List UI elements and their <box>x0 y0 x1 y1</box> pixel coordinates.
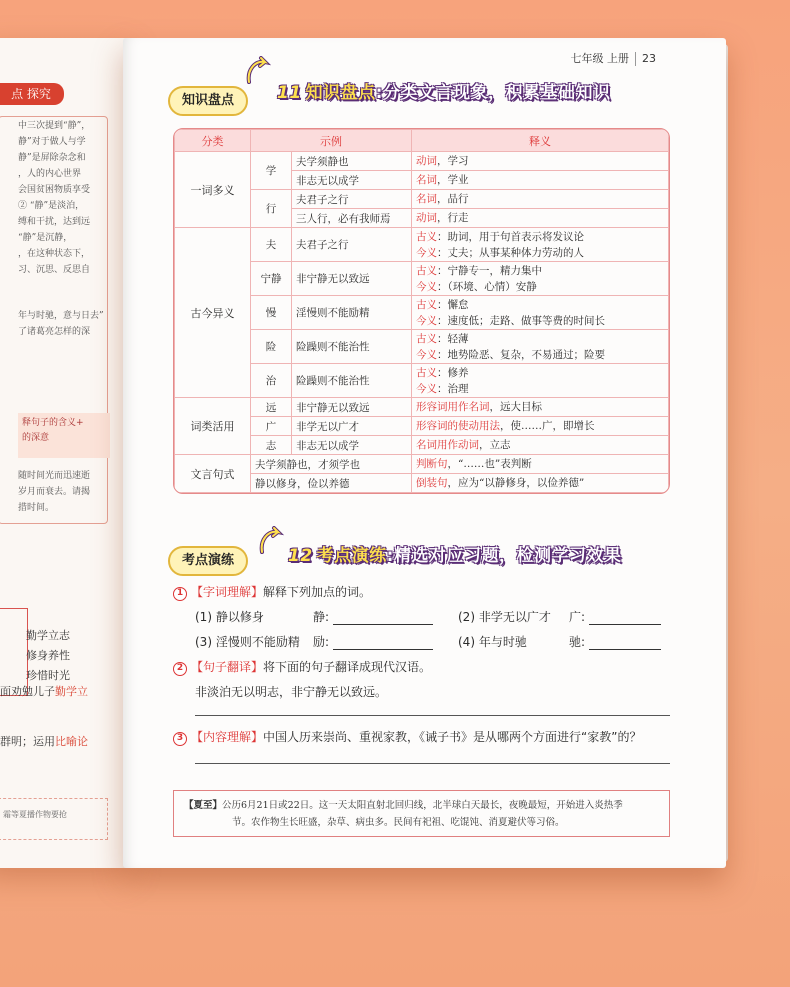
right-page <box>123 38 726 868</box>
example-cell: 非志无以成学 <box>292 436 412 455</box>
section12-title <box>288 541 621 566</box>
q1-item-2-answer[interactable] <box>569 608 661 625</box>
section12-pill: 考点演练 <box>168 546 248 576</box>
meaning-text: ：助词，用于句首表示将发议论 <box>437 230 584 243</box>
meaning-cell <box>412 152 669 171</box>
left-bottom-line-1 <box>0 683 88 699</box>
left-line: 岁月而衰去。请揭 <box>18 487 91 497</box>
left-text-lines <box>18 118 128 340</box>
question-3 <box>173 728 641 746</box>
page-number: 23 <box>642 52 656 65</box>
line-red: 比喻论 <box>55 735 88 748</box>
meaning-text: ：宁静专一，精力集中 <box>437 264 542 277</box>
meaning-label: 古义 <box>416 230 437 243</box>
category-cell: 一词多义 <box>175 152 251 228</box>
meaning-text: ：地势险恶、复杂，不易通过；险要 <box>437 348 605 361</box>
mind-item: 修身养性 <box>26 649 70 662</box>
meaning-label: 形容词的使动用法 <box>416 420 500 432</box>
category-cell: 文言句式 <box>175 455 251 493</box>
question-text: 中国人历来崇尚、重视家教，《诫子书》是从哪两个方面进行“家教”的？ <box>263 730 642 744</box>
meaning-line <box>416 381 664 397</box>
meaning-text: ，使……广，即增长 <box>500 420 595 432</box>
example-cell: 非宁静无以致远 <box>292 262 412 296</box>
meaning-text: ，应为“以静修身，以俭养德” <box>447 477 585 489</box>
question-tag: 【字词理解】 <box>191 585 264 599</box>
q1-item-3-answer[interactable] <box>313 633 433 650</box>
meaning-text: ：速度低；走路、做事等费的时间长 <box>437 314 605 327</box>
col-header-example: 示例 <box>251 130 412 152</box>
meaning-line <box>416 279 664 295</box>
meaning-line <box>416 297 664 313</box>
meaning-cell <box>412 436 669 455</box>
meaning-line <box>416 456 664 472</box>
meaning-line <box>416 313 664 329</box>
question-text: 将下面的句子翻译成现代汉语。 <box>263 660 432 674</box>
section-title-rest: :精选对应习题，检测学习效果 <box>386 546 622 566</box>
meaning-cell <box>412 228 669 262</box>
q1-item-2 <box>458 608 551 625</box>
meaning-label: 形容词用作名词 <box>416 401 490 413</box>
meaning-label: 今义 <box>416 280 437 293</box>
q1-item-1-answer[interactable] <box>313 608 433 625</box>
char-cell: 远 <box>251 398 292 417</box>
meaning-text: ，学习 <box>437 155 469 167</box>
question-1 <box>173 583 371 601</box>
example-cell: 险躁则不能治性 <box>292 330 412 364</box>
meaning-line <box>416 191 664 207</box>
meaning-text: ，品行 <box>437 193 469 205</box>
char-cell: 夫 <box>251 228 292 262</box>
left-line: “静”是沉静， <box>18 233 73 243</box>
q-item-label: (2) 非学无以广才 <box>458 610 551 624</box>
meaning-line <box>416 331 664 347</box>
section11-title <box>277 78 610 103</box>
mind-item: 珍惜时光 <box>26 669 70 682</box>
question-text: 解释下列加点的词。 <box>263 585 372 599</box>
question-number-icon: 2 <box>173 662 187 676</box>
meaning-label: 名词 <box>416 193 437 205</box>
question-tag: 【内容理解】 <box>191 730 264 744</box>
meaning-label: 倒装句 <box>416 477 448 489</box>
meaning-line <box>416 245 664 261</box>
example-cell: 夫学须静也 <box>292 152 412 171</box>
example-cell: 险躁则不能治性 <box>292 364 412 398</box>
left-line: 会国贫困物质享受 <box>18 185 91 195</box>
line-plain: 面劝勉儿子 <box>0 685 55 698</box>
meaning-text: ，立志 <box>479 439 511 451</box>
example-cell: 淫慢则不能励精 <box>292 296 412 330</box>
table-row <box>175 398 669 417</box>
meaning-label: 今义 <box>416 246 437 259</box>
example-cell: 非学无以广才 <box>292 417 412 436</box>
page-header <box>571 50 657 66</box>
answer-blank[interactable] <box>333 611 433 625</box>
meaning-text: ，行走 <box>437 212 469 224</box>
meaning-line <box>416 475 664 491</box>
table-row <box>175 455 669 474</box>
left-bottom-line-2 <box>0 733 88 749</box>
meaning-label: 今义 <box>416 348 437 361</box>
left-text-lines-2 <box>18 468 128 516</box>
meaning-text: ：（环境、心情）安静 <box>437 280 537 293</box>
mind-item: 勤学立志 <box>26 629 70 642</box>
q1-item-4 <box>458 633 527 650</box>
example-cell: 三人行，必有我师焉 <box>292 209 412 228</box>
q1-item-1 <box>195 608 264 625</box>
meaning-cell <box>412 398 669 417</box>
char-cell: 行 <box>251 190 292 228</box>
meaning-line <box>416 365 664 381</box>
q-item-label: (4) 年与时驰 <box>458 635 527 649</box>
char-cell: 治 <box>251 364 292 398</box>
left-page <box>0 38 130 868</box>
answer-blank[interactable] <box>589 611 661 625</box>
left-note <box>18 413 110 458</box>
char-cell: 学 <box>251 152 292 190</box>
section-title-highlight: 考点演练 <box>316 546 387 566</box>
knowledge-table <box>173 128 670 494</box>
section-title-rest: :分类文言现象，积累基础知识 <box>375 83 611 103</box>
q-item-word: 静: <box>313 610 330 624</box>
meaning-line <box>416 172 664 188</box>
meaning-line <box>416 153 664 169</box>
question-number-icon: 3 <box>173 732 187 746</box>
answer-blank[interactable] <box>333 636 433 650</box>
question-number-icon: 1 <box>173 587 187 601</box>
left-line: 静”对于做人与学 <box>18 137 86 147</box>
left-line: ，人的内心世界 <box>18 169 82 179</box>
meaning-cell <box>412 190 669 209</box>
footer-line: 节。农作物生长旺盛，杂草、病虫多。民间有祀祖、吃馄饨、消夏避伏等习俗。 <box>232 817 565 828</box>
meaning-text: ：修养 <box>437 366 469 379</box>
meaning-cell <box>412 171 669 190</box>
char-cell: 宁静 <box>251 262 292 296</box>
footer-line: 公历6月21日或22日。这一天太阳直射北回归线，北半球白天最长，夜晚最短，开始进入炎热季 <box>222 800 623 811</box>
meaning-line <box>416 210 664 226</box>
meaning-line <box>416 437 664 453</box>
meaning-cell <box>412 417 669 436</box>
meaning-text: ：懈怠 <box>437 298 469 311</box>
meaning-cell <box>412 262 669 296</box>
meaning-label: 名词用作动词 <box>416 439 479 451</box>
meaning-text: ：丈夫；从事某种体力劳动的人 <box>437 246 584 259</box>
col-header-meaning: 释义 <box>412 130 669 152</box>
q2-sentence: 非淡泊无以明志，非宁静无以致远。 <box>195 685 388 699</box>
table-row <box>175 228 669 262</box>
meaning-cell <box>412 330 669 364</box>
meaning-label: 名词 <box>416 174 437 186</box>
example-cell: 非宁静无以致远 <box>292 398 412 417</box>
col-header-category: 分类 <box>175 130 251 152</box>
left-line: 中三次提到“静”， <box>18 121 91 131</box>
meaning-text: ：轻薄 <box>437 332 469 345</box>
meaning-label: 古义 <box>416 332 437 345</box>
footer-label: 【夏至】 <box>184 800 223 811</box>
meaning-cell <box>412 296 669 330</box>
left-note-line: 的深意 <box>22 433 50 443</box>
meaning-text: ，“……也”表判断 <box>447 458 532 470</box>
meaning-cell <box>412 364 669 398</box>
meaning-label: 动词 <box>416 212 437 224</box>
meaning-label: 今义 <box>416 382 437 395</box>
meaning-cell <box>412 209 669 228</box>
example-cell: 非志无以成学 <box>292 171 412 190</box>
left-line: 静”是屏除杂念和 <box>18 153 86 163</box>
left-footer-strip: 霜等夏播作物要抢 <box>0 798 108 840</box>
grade-label: 七年级 上册 <box>570 52 629 65</box>
meaning-label: 判断句 <box>416 458 448 470</box>
answer-blank[interactable] <box>589 636 661 650</box>
left-line: ，在这种状态下， <box>18 249 91 259</box>
line-red: 勤学立 <box>55 685 88 698</box>
meaning-cell <box>412 474 669 493</box>
char-cell: 志 <box>251 436 292 455</box>
meaning-label: 动词 <box>416 155 437 167</box>
meaning-label: 古义 <box>416 298 437 311</box>
question-tag: 【句子翻译】 <box>191 660 264 674</box>
left-line: 了诸葛亮怎样的深 <box>18 327 91 337</box>
q1-item-4-answer[interactable] <box>569 633 661 650</box>
meaning-label: 古义 <box>416 366 437 379</box>
section-number: 11 <box>277 83 302 103</box>
meaning-line <box>416 263 664 279</box>
example-cell: 夫学须静也，才须学也 <box>251 455 412 474</box>
q-item-word: 励: <box>313 635 330 649</box>
section11-pill: 知识盘点 <box>168 86 248 116</box>
arrow-hook-icon <box>258 526 284 556</box>
left-line: 缚和干扰，达到远 <box>18 217 91 227</box>
question-2 <box>173 658 431 676</box>
table-row <box>175 152 669 171</box>
q2-answer-line[interactable] <box>195 715 670 716</box>
meaning-line <box>416 399 664 415</box>
q1-item-3 <box>195 633 300 650</box>
meaning-text: ：治理 <box>437 382 469 395</box>
meaning-line <box>416 418 664 434</box>
table-body <box>175 152 669 493</box>
meaning-text: ，学业 <box>437 174 469 186</box>
example-cell: 夫君子之行 <box>292 190 412 209</box>
q-item-label: (3) 淫慢则不能励精 <box>195 635 300 649</box>
meaning-line <box>416 347 664 363</box>
section-number: 12 <box>288 546 313 566</box>
left-line: 年与时驰，意与日去” <box>18 311 104 321</box>
q-item-label: (1) 静以修身 <box>195 610 264 624</box>
q-item-word: 驰: <box>569 635 586 649</box>
mind-map-items <box>26 626 70 686</box>
example-cell: 静以修身，俭以养德 <box>251 474 412 493</box>
left-note-line: 释句子的含义+ <box>22 418 84 428</box>
meaning-line <box>416 229 664 245</box>
example-cell: 夫君子之行 <box>292 228 412 262</box>
left-section-tag: 点 探究 <box>0 83 64 105</box>
left-line: ② “静”是淡泊， <box>18 201 85 211</box>
category-cell: 古今异义 <box>175 228 251 398</box>
char-cell: 险 <box>251 330 292 364</box>
left-line: 习、沉思、反思自 <box>18 265 91 275</box>
meaning-label: 古义 <box>416 264 437 277</box>
solar-term-footer <box>173 790 670 837</box>
q-item-word: 广: <box>569 610 586 624</box>
q3-answer-line[interactable] <box>195 763 670 764</box>
arrow-hook-icon <box>245 56 271 86</box>
line-plain: 群明；运用 <box>0 735 55 748</box>
section-title-highlight: 知识盘点 <box>305 83 376 103</box>
meaning-text: ，远大目标 <box>489 401 542 413</box>
char-cell: 广 <box>251 417 292 436</box>
char-cell: 慢 <box>251 296 292 330</box>
left-line: 措时间。 <box>18 503 55 513</box>
meaning-cell <box>412 455 669 474</box>
category-cell: 词类活用 <box>175 398 251 455</box>
meaning-label: 今义 <box>416 314 437 327</box>
left-line: 随时间光而迅速逝 <box>18 471 91 481</box>
